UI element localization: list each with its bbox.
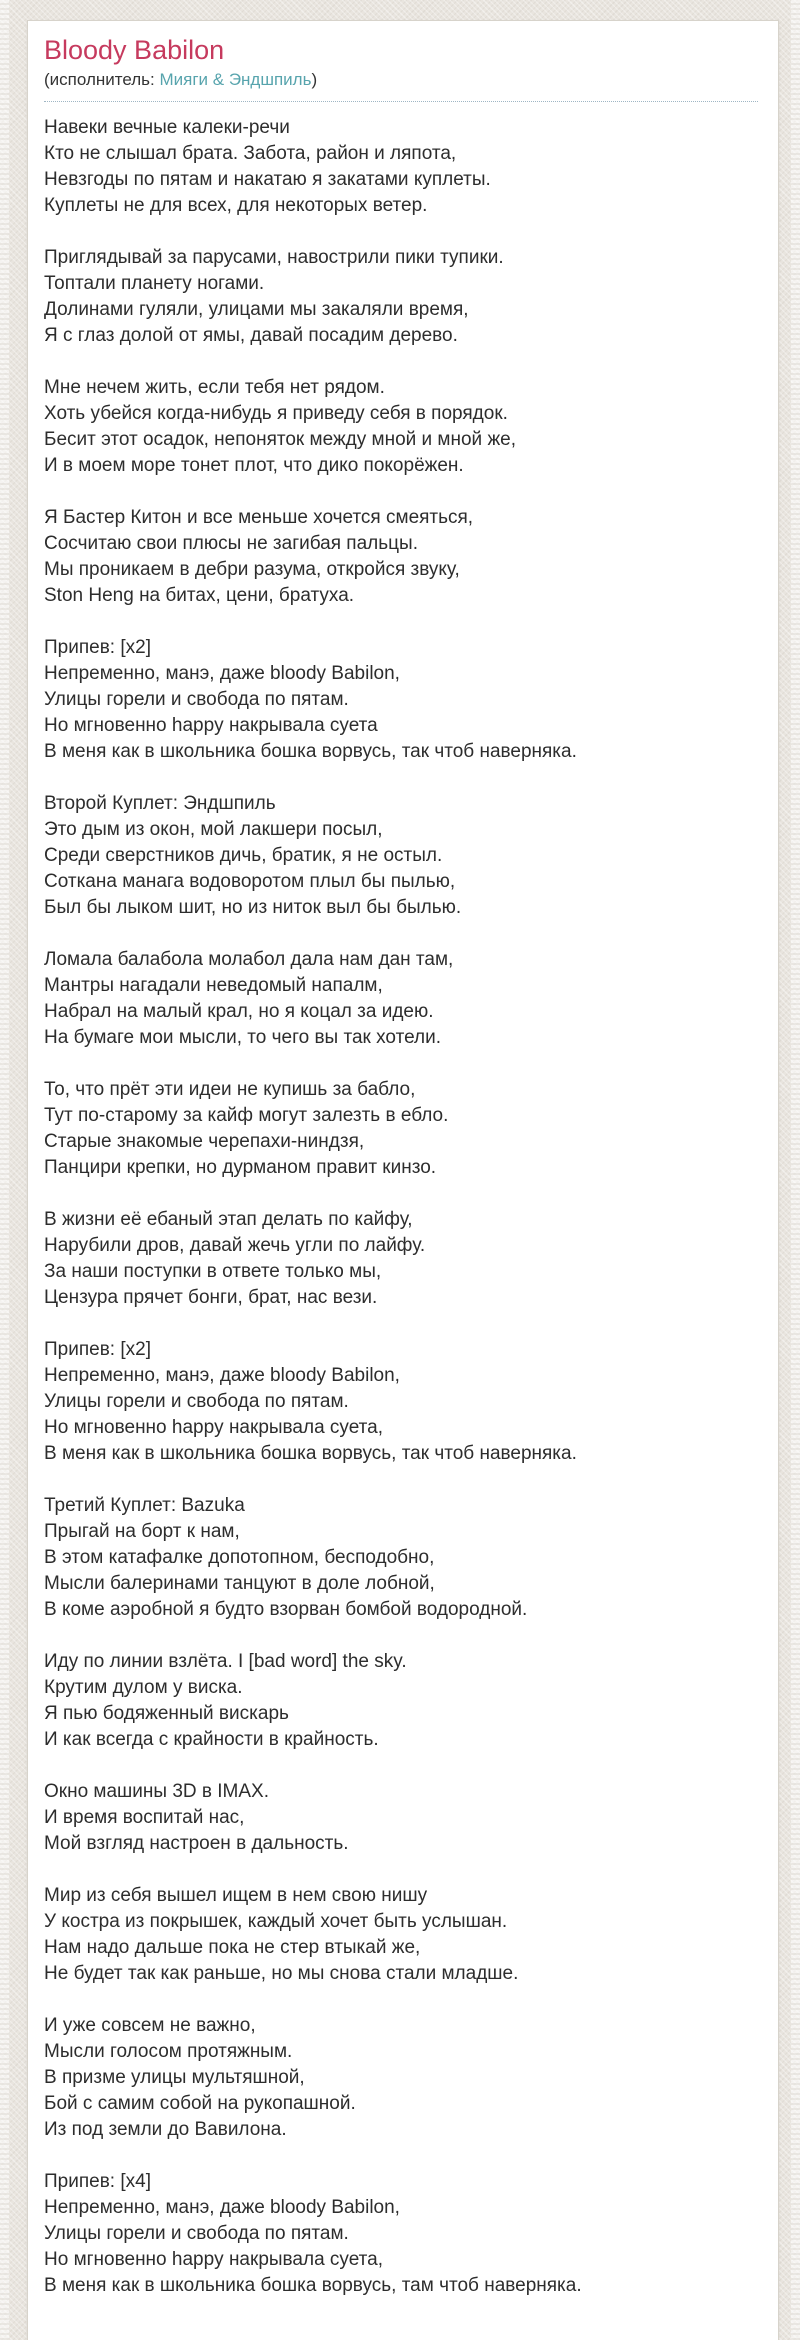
lyric-stanza	[44, 375, 758, 479]
lyric-line: Среди сверстников дичь, братик, я не остыл.	[44, 845, 443, 866]
lyric-line: Сосчитаю свои плюсы не загибая пальцы.	[44, 533, 418, 554]
lyric-line: Мой взгляд настроен в дальность.	[44, 1833, 349, 1854]
lyric-line: И время воспитай нас,	[44, 1807, 245, 1828]
lyric-line: Панцири крепки, но дурманом правит кинзо.	[44, 1157, 437, 1178]
lyric-stanza	[44, 635, 758, 765]
lyric-stanza	[44, 2013, 758, 2143]
background-texture-strip-right	[791, 0, 800, 2340]
lyric-line: Окно машины 3D в IMAX.	[44, 1781, 270, 1802]
lyric-line: Навеки вечные калеки-речи	[44, 117, 290, 138]
lyric-line: Топтали планету ногами.	[44, 273, 265, 294]
lyrics-card	[27, 20, 779, 2340]
lyric-line: Второй Куплет: Эндшпиль	[44, 793, 276, 814]
lyric-line: Старые знакомые черепахи-ниндзя,	[44, 1131, 365, 1152]
lyric-stanza	[44, 791, 758, 921]
lyric-stanza	[44, 115, 758, 219]
lyric-line: Мир из себя вышел ищем в нем свою нишу	[44, 1885, 428, 1906]
lyric-line: Не будет так как раньше, но мы снова стали младше.	[44, 1963, 519, 1984]
lyric-stanza	[44, 1883, 758, 1987]
lyric-line: На бумаге мои мысли, то чего вы так хотели.	[44, 1027, 441, 1048]
lyric-line: Но мгновенно happy накрывала суета,	[44, 2249, 383, 2270]
artist-link[interactable]: Мияги & Эндшпиль	[159, 70, 312, 89]
lyric-line: В жизни её ебаный этап делать по кайфу,	[44, 1209, 413, 1230]
lyric-line: Это дым из окон, мой лакшери посыл,	[44, 819, 383, 840]
lyric-line: Цензура прячет бонги, брат, нас вези.	[44, 1287, 378, 1308]
lyric-stanza	[44, 1779, 758, 1857]
lyric-line: То, что прёт эти идеи не купишь за бабло,	[44, 1079, 416, 1100]
lyric-line: Мантры нагадали неведомый напалм,	[44, 975, 383, 996]
lyric-line: Приглядывай за парусами, навострили пики тупики.	[44, 247, 504, 268]
lyric-stanza	[44, 2169, 758, 2299]
lyric-stanza	[44, 505, 758, 609]
lyric-line: И как всегда с крайности в крайность.	[44, 1729, 379, 1750]
lyric-line: Ston Heng на битах, цени, братуха.	[44, 585, 355, 606]
lyric-stanza	[44, 245, 758, 349]
lyric-line: Но мгновенно happy накрывала суета,	[44, 1417, 383, 1438]
lyric-line: В коме аэробной я будто взорван бомбой водородной.	[44, 1599, 528, 1620]
lyrics-text	[44, 115, 758, 2299]
background-texture-strip-left	[0, 0, 9, 2340]
lyric-stanza	[44, 1077, 758, 1181]
lyric-line: Улицы горели и свобода по пятам.	[44, 2223, 349, 2244]
artist-label-close: )	[311, 70, 318, 89]
lyric-line: Бесит этот осадок, непоняток между мной и мной же,	[44, 429, 516, 450]
lyric-line: В меня как в школьника бошка ворвусь, там чтоб наверняка.	[44, 2275, 582, 2296]
lyric-line: Из под земли до Вавилона.	[44, 2119, 287, 2140]
lyric-line: Нам надо дальше пока не стер втыкай же,	[44, 1937, 421, 1958]
lyric-stanza	[44, 1337, 758, 1467]
lyric-line: В этом катафалке допотопном, бесподобно,	[44, 1547, 435, 1568]
lyric-line: Припев: [x2]	[44, 1339, 151, 1360]
lyric-line: Но мгновенно happy накрывала суета	[44, 715, 378, 736]
lyric-line: Тут по-старому за кайф могут залезть в ебло.	[44, 1105, 449, 1126]
lyric-line: Долинами гуляли, улицами мы закаляли время,	[44, 299, 469, 320]
lyric-line: В меня как в школьника бошка ворвусь, так чтоб наверняка.	[44, 1443, 577, 1464]
lyric-line: Непременно, манэ, даже bloody Babilon,	[44, 2197, 400, 2218]
lyric-line: Невзгоды по пятам и накатаю я закатами куплеты.	[44, 169, 491, 190]
lyric-stanza	[44, 947, 758, 1051]
lyric-line: Иду по линии взлёта. I [bad word] the sky.	[44, 1651, 407, 1672]
lyric-line: Бой с самим собой на рукопашной.	[44, 2093, 356, 2114]
lyric-line: Нарубили дров, давай жечь угли по лайфу.	[44, 1235, 426, 1256]
lyric-line: В меня как в школьника бошка ворвусь, так чтоб наверняка.	[44, 741, 577, 762]
lyric-line: Я пью бодяженный вискарь	[44, 1703, 289, 1724]
lyric-line: Хоть убейся когда-нибудь я приведу себя в порядок.	[44, 403, 508, 424]
lyric-line: Мысли голосом протяжным.	[44, 2041, 293, 2062]
lyric-line: Непременно, манэ, даже bloody Babilon,	[44, 1365, 400, 1386]
lyric-line: Мне нечем жить, если тебя нет рядом.	[44, 377, 385, 398]
lyric-line: Крутим дулом у виска.	[44, 1677, 243, 1698]
lyric-line: Соткана манага водоворотом плыл бы пылью,	[44, 871, 456, 892]
lyric-line: Мы проникаем в дебри разума, откройся звуку,	[44, 559, 460, 580]
lyric-line: И в моем море тонет плот, что дико покорёжен.	[44, 455, 464, 476]
lyric-line: И уже совсем не важно,	[44, 2015, 256, 2036]
lyric-line: У костра из покрышек, каждый хочет быть услышан.	[44, 1911, 508, 1932]
lyric-line: Улицы горели и свобода по пятам.	[44, 1391, 349, 1412]
lyric-stanza	[44, 1649, 758, 1753]
lyric-line: Припев: [x4]	[44, 2171, 151, 2192]
lyric-line: Непременно, манэ, даже bloody Babilon,	[44, 663, 400, 684]
lyric-line: Мысли балеринами танцуют в доле лобной,	[44, 1573, 435, 1594]
lyric-line: Был бы лыком шит, но из ниток выл бы былью.	[44, 897, 462, 918]
artist-label-open: (исполнитель:	[44, 70, 155, 89]
lyric-line: Третий Куплет: Bazuka	[44, 1495, 245, 1516]
lyric-line: Я с глаз долой от ямы, давай посадим дерево.	[44, 325, 458, 346]
page-title: Bloody Babilon	[44, 35, 225, 65]
lyric-line: Улицы горели и свобода по пятам.	[44, 689, 349, 710]
lyric-line: Ломала балабола молабол дала нам дан там,	[44, 949, 454, 970]
lyric-line: Набрал на малый крал, но я коцал за идею.	[44, 1001, 434, 1022]
header-dotted-separator	[44, 101, 758, 102]
lyric-stanza	[44, 1493, 758, 1623]
lyric-line: Куплеты не для всех, для некоторых ветер.	[44, 195, 428, 216]
lyric-line: В призме улицы мультяшной,	[44, 2067, 305, 2088]
lyric-line: Припев: [x2]	[44, 637, 151, 658]
artist-line	[44, 68, 758, 92]
lyric-line: Прыгай на борт к нам,	[44, 1521, 240, 1542]
lyric-stanza	[44, 1207, 758, 1311]
lyric-line: За наши поступки в ответе только мы,	[44, 1261, 382, 1282]
lyric-line: Кто не слышал брата. Забота, район и ляпота,	[44, 143, 457, 164]
lyric-line: Я Бастер Китон и все меньше хочется смеяться,	[44, 507, 474, 528]
